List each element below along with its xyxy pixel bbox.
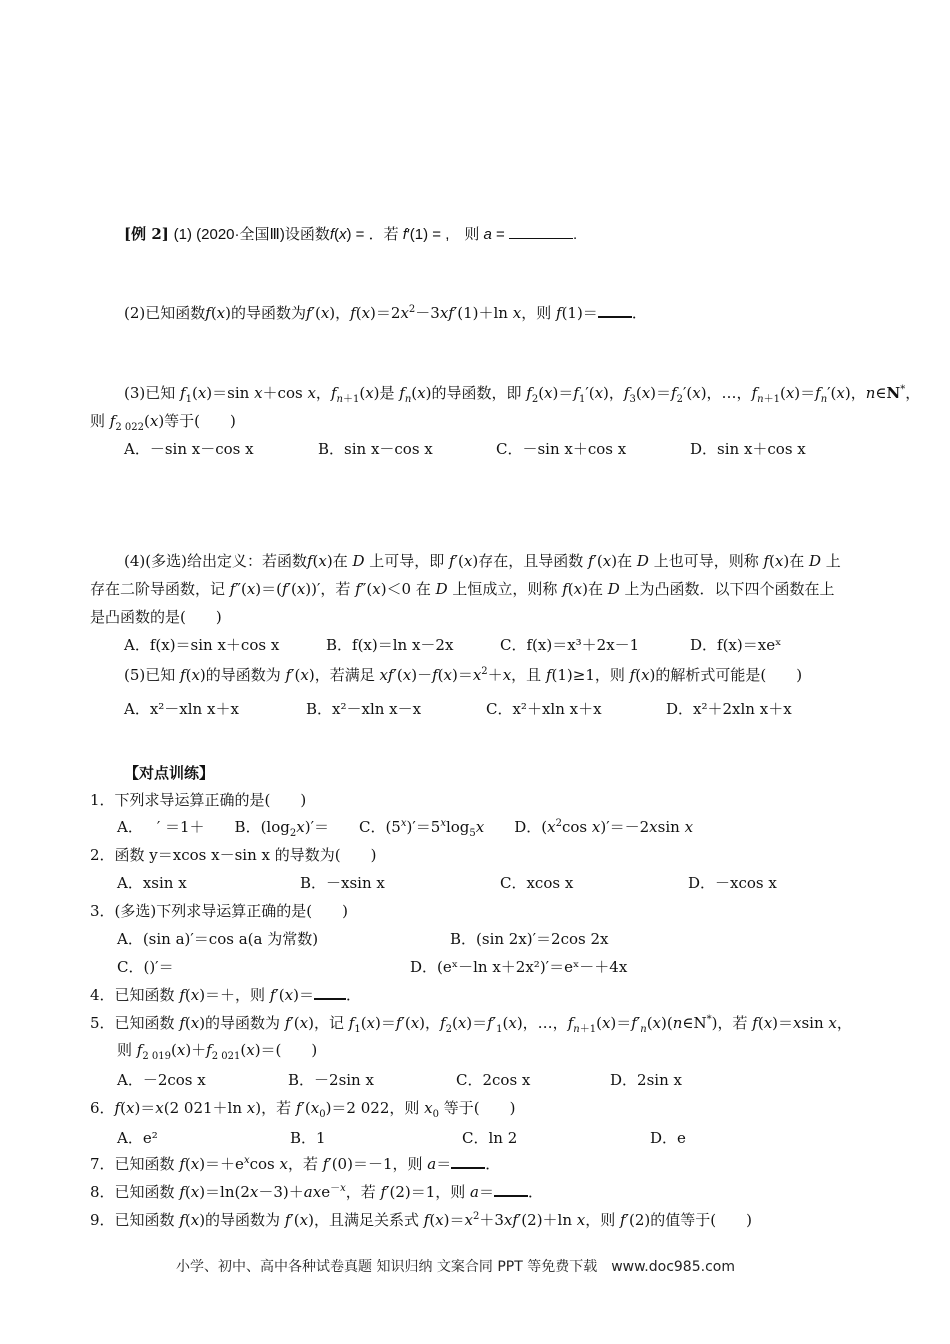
footer-text[interactable]: 小学、初中、高中各种试卷真题 知识归纳 文案合同 PPT 等免费下载 www.doc985.com — [176, 1259, 735, 1275]
q3-option-b[interactable]: B．sin x－cos x — [318, 440, 433, 458]
training-q2: 2．函数 y＝xcos x－sin x 的导数为( ) — [90, 846, 377, 864]
q5-option-a[interactable]: A．x²－xln x＋x — [124, 700, 239, 718]
example-q2: (2)已知函数f(x)的导函数为f′(x)，$f(x)=2x^2-3xf'(1)+\ln$ x，则 f(1)＝ ． — [124, 304, 647, 322]
q3-option-c[interactable]: C．－sin x＋cos x — [496, 440, 627, 458]
training-q6: 6．f(x)＝x(2 021＋ln x)，若 $f'(x_0)=2$ 022，则 $x_0$ 等于( ) — [90, 1099, 516, 1120]
q3-option-a[interactable]: A．－sin x－cos x — [124, 440, 254, 458]
t5-option-a[interactable]: A．－2cos x — [117, 1071, 206, 1089]
example-label: [例 2] — [124, 225, 169, 243]
q4-option-b[interactable]: B．f(x)＝ln x－2x — [326, 636, 454, 654]
t5-option-b[interactable]: B．－2sin x — [288, 1071, 374, 1089]
t2-option-a[interactable]: A．xsin x — [117, 874, 187, 892]
q5-option-d[interactable]: D．x²＋2xln x＋x — [666, 700, 792, 718]
t5-option-d[interactable]: D．2sin x — [610, 1071, 682, 1089]
t3-option-c[interactable]: C．()′＝ — [117, 958, 174, 976]
training-q9: 9．已知函数 f(x)的导函数为 f′(x)，且满足关系式 $f(x)=x^2+3xf'(2)+\ln$ x，则 f′(2)的值等于( ) — [90, 1211, 752, 1229]
t3-option-d[interactable]: D．(eˣ－ln x＋2x²)′＝eˣ－＋4x — [410, 958, 628, 976]
example-q4-line3: 是凸函数的是( ) — [90, 608, 222, 626]
t3-option-a[interactable]: A．(sin a)′＝cos a(a 为常数) — [117, 930, 319, 948]
example-q5: (5)已知 f(x)的导函数为 f′(x)，若满足 $xf'(x)-f(x)=x^2+x$，且 f(1)≥1，则 f(x)的解析式可能是( ) — [124, 666, 803, 684]
training-q5: 5．已知函数 f(x)的导函数为 f′(x)，记 $f_1(x)=f'(x)$，$f_2(x)=f'_1(x)$，…，$f_{n+1}(x)=f'_n(x)(n\in N^*)$，若 f(x)＝xsin x， — [90, 1014, 852, 1035]
q5-option-c[interactable]: C．x²＋xln x＋x — [486, 700, 602, 718]
example-q1-text: (1) (2020·全国Ⅲ)设函数f(x) = ．若 f′(1) = , 则 a = . — [173, 226, 578, 243]
t6-option-d[interactable]: D．e — [650, 1129, 686, 1147]
q4-option-a[interactable]: A．f(x)＝sin x＋cos x — [124, 636, 280, 654]
t6-option-b[interactable]: B．1 — [290, 1129, 326, 1147]
t6-option-a[interactable]: A．e² — [117, 1129, 158, 1147]
training-q5-line2: 则 $f_{2 019}(x)+f_{2 021}(x)=$( ) — [117, 1041, 318, 1062]
training-q4: 4．已知函数 f(x)＝＋，则 f′(x)＝ ． — [90, 986, 361, 1004]
training-q1: 1．下列求导运算正确的是( ) — [90, 791, 307, 809]
example-q3-line1: (3)已知 $f_1(x)=\sin$ x＋cos x，$f_{n+1}(x)$是 $f_n(x)$的导函数，即 $f_2(x)=f_1'(x)$，$f_3(x)=f_2'(x)$，…，$f_{n+1}(x)=f_n'(x)$，n∈N*， — [124, 384, 921, 405]
t2-option-c[interactable]: C．xcos x — [500, 874, 574, 892]
training-q3: 3．(多选)下列求导运算正确的是( ) — [90, 902, 348, 920]
example-q4-line2: 存在二阶导函数，记 f″(x)＝(f′(x))′，若 f″(x)＜0 在 D 上恒成立，则称 f(x)在 D 上为凸函数．以下四个函数在上 — [90, 580, 835, 598]
q4-option-c[interactable]: C．f(x)＝x³＋2x－1 — [500, 636, 640, 654]
training-q7: 7．已知函数 $f(x)=+e^x\cos$ x，若 f′(0)＝－1，则 a＝ ． — [90, 1155, 501, 1173]
t6-option-c[interactable]: C．ln 2 — [462, 1129, 518, 1147]
example-q4-line1: (4)(多选)给出定义：若函数f(x)在 D 上可导，即 f′(x)存在，且导函数 f′(x)在 D 上也可导，则称 f(x)在 D 上 — [124, 552, 841, 570]
training-title: 【对点训练】 — [124, 764, 215, 782]
q3-option-d[interactable]: D．sin x＋cos x — [690, 440, 806, 458]
example-q3-line2: 则 $f_{2 022}(x)$等于( ) — [90, 412, 236, 433]
t5-option-c[interactable]: C．2cos x — [456, 1071, 531, 1089]
t3-option-b[interactable]: B．(sin 2x)′＝2cos 2x — [450, 930, 609, 948]
t2-option-d[interactable]: D．－xcos x — [688, 874, 777, 892]
q4-option-d[interactable]: D．f(x)＝xeˣ — [690, 636, 782, 654]
training-q1-options[interactable]: A． ′ ＝1＋ B．$(\log_2x)'=$ C．$(5^x)'=5^x\log_5x$ D．($x^2\cos$ x)′＝－2xsin x — [117, 818, 694, 839]
training-q8: 8．已知函数 f(x)＝ln(2x－3)＋axe$^{-x}$，若 f′(2)＝1，则 a＝ ． — [90, 1183, 544, 1201]
t2-option-b[interactable]: B．－xsin x — [300, 874, 385, 892]
q5-option-b[interactable]: B．x²－xln x－x — [306, 700, 422, 718]
example-q1 — [124, 224, 577, 245]
